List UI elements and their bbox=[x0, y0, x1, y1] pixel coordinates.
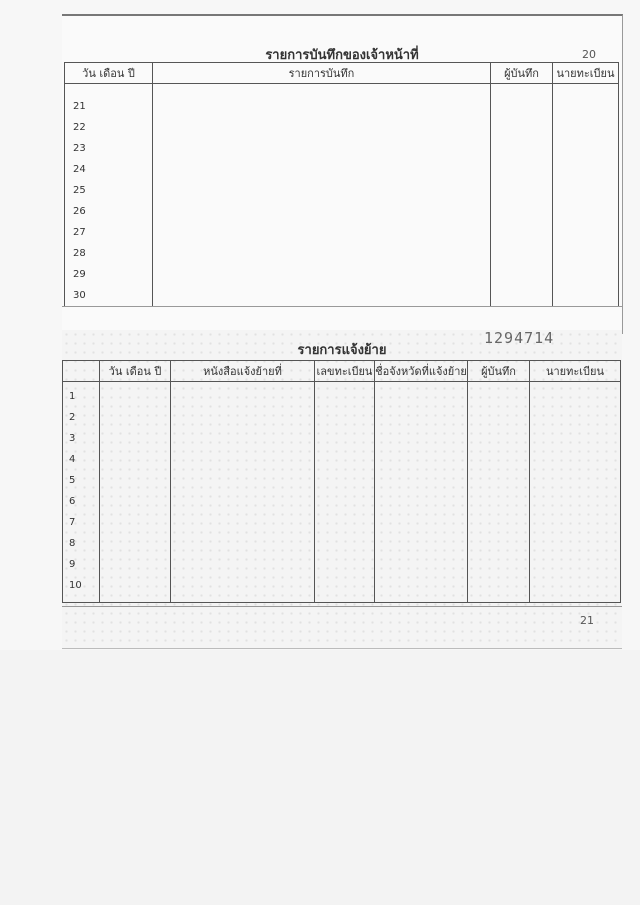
header-province: ชื่อจังหวัดที่แจ้งย้าย bbox=[375, 361, 468, 382]
header-recorder: ผู้บันทึก bbox=[468, 361, 530, 382]
row-number: 9 bbox=[69, 559, 76, 570]
move-notification-title: รายการแจ้งย้าย bbox=[297, 343, 387, 358]
row-number: 30 bbox=[73, 290, 86, 301]
row-number: 23 bbox=[73, 143, 86, 154]
date-column bbox=[65, 84, 153, 307]
index-column bbox=[63, 382, 100, 603]
row-number: 4 bbox=[69, 454, 76, 465]
header-notice-number: หนังสือแจ้งย้ายที่ bbox=[171, 361, 315, 382]
row-number: 21 bbox=[73, 101, 86, 112]
row-number: 6 bbox=[69, 496, 76, 507]
header-registrar: นายทะเบียน bbox=[530, 361, 621, 382]
row-number: 3 bbox=[69, 433, 76, 444]
notice-number-column bbox=[171, 382, 315, 603]
header-registration-number: เลขทะเบียน bbox=[315, 361, 375, 382]
registrar-column bbox=[553, 84, 619, 307]
registration-number-column bbox=[315, 382, 375, 603]
row-number: 28 bbox=[73, 248, 86, 259]
recorder-column bbox=[468, 382, 530, 603]
row-number: 24 bbox=[73, 164, 86, 175]
row-number: 7 bbox=[69, 517, 76, 528]
header-registrar: นายทะเบียน bbox=[553, 63, 619, 84]
date-column bbox=[100, 382, 171, 603]
officer-record-title: รายการบันทึกของเจ้าหน้าที่ bbox=[265, 48, 419, 63]
move-notification-page bbox=[62, 330, 622, 649]
province-column bbox=[375, 382, 468, 603]
header-index bbox=[63, 361, 100, 382]
move-notification-table bbox=[62, 360, 621, 603]
row-number: 2 bbox=[69, 412, 76, 423]
row-number: 8 bbox=[69, 538, 76, 549]
serial-number: 1294714 bbox=[484, 329, 555, 347]
recorder-column bbox=[491, 84, 553, 307]
page-bottom-rule bbox=[62, 306, 622, 307]
row-number: 1 bbox=[69, 391, 76, 402]
row-number: 27 bbox=[73, 227, 86, 238]
row-number: 26 bbox=[73, 206, 86, 217]
registrar-column bbox=[530, 382, 621, 603]
blank-page-area bbox=[0, 650, 640, 905]
row-number: 5 bbox=[69, 475, 76, 486]
page-number-upper: 20 bbox=[582, 48, 596, 61]
page-bottom-rule bbox=[62, 606, 622, 607]
record-column bbox=[153, 84, 491, 307]
header-date: วัน เดือน ปี bbox=[100, 361, 171, 382]
officer-record-table bbox=[64, 62, 619, 307]
officer-record-page bbox=[62, 14, 623, 334]
header-recorder: ผู้บันทึก bbox=[491, 63, 553, 84]
row-number: 29 bbox=[73, 269, 86, 280]
row-number: 22 bbox=[73, 122, 86, 133]
header-date: วัน เดือน ปี bbox=[65, 63, 153, 84]
page-number-lower: 21 bbox=[580, 614, 594, 627]
row-number: 10 bbox=[69, 580, 82, 591]
row-number: 25 bbox=[73, 185, 86, 196]
header-record: รายการบันทึก bbox=[153, 63, 491, 84]
